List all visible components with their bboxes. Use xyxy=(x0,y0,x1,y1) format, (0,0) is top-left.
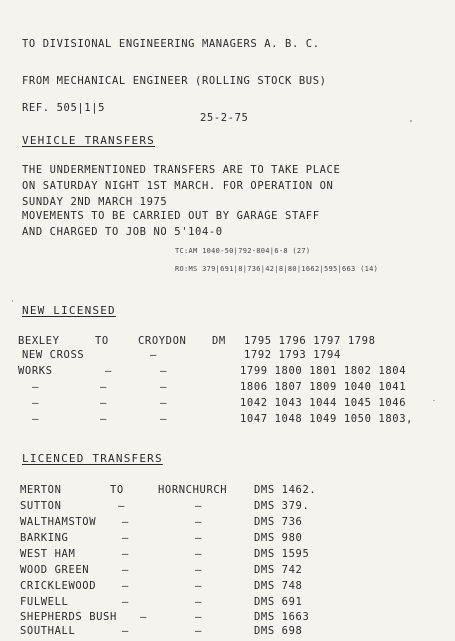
body-line-3: SUNDAY 2ND MARCH 1975 xyxy=(22,196,168,208)
from-garage: — xyxy=(32,413,39,425)
from-garage: BEXLEY xyxy=(18,335,60,347)
to-word: — xyxy=(100,397,107,409)
destination: — xyxy=(195,532,202,544)
from-garage: WORKS xyxy=(18,365,53,377)
to-line: TO DIVISIONAL ENGINEERING MANAGERS A. B. C. xyxy=(22,38,320,50)
fleet-number: DMS 698 xyxy=(254,625,303,637)
fleet-number: DMS 691 xyxy=(254,596,303,608)
fleet-numbers: 1799 1800 1801 1802 1804 xyxy=(240,365,407,377)
to-word: — xyxy=(122,625,129,637)
scan-speck xyxy=(410,120,412,122)
note-roms: RO:MS 379|691|8|736|42|8|80|1662|595|663 (14) xyxy=(175,265,379,273)
from-garage: MERTON xyxy=(20,484,62,496)
destination: HORNCHURCH xyxy=(158,484,228,496)
table-row xyxy=(0,381,455,397)
table-row xyxy=(0,349,455,365)
table-row xyxy=(0,596,455,612)
to-word: TO xyxy=(95,335,109,347)
from-garage: FULWELL xyxy=(20,596,69,608)
vehicle-transfers-heading: VEHICLE TRANSFERS xyxy=(22,134,155,147)
destination: — xyxy=(160,397,167,409)
from-garage: WEST HAM xyxy=(20,548,76,560)
fleet-number: DMS 742 xyxy=(254,564,303,576)
destination: — xyxy=(195,580,202,592)
destination: — xyxy=(160,365,167,377)
new-licensed-heading: NEW LICENSED xyxy=(22,304,116,317)
to-word: — xyxy=(122,532,129,544)
destination: — xyxy=(150,349,157,361)
body-line-5: AND CHARGED TO JOB NO 5'104-0 xyxy=(22,226,223,238)
table-row xyxy=(0,548,455,564)
from-garage: WOOD GREEN xyxy=(20,564,90,576)
fleet-number: DMS 1663 xyxy=(254,611,310,623)
fleet-number: DMS 1462. xyxy=(254,484,317,496)
fleet-numbers: 1806 1807 1809 1040 1041 xyxy=(240,381,407,393)
fleet-number: DMS 379. xyxy=(254,500,310,512)
reference: REF. 505|1|5 xyxy=(22,102,106,114)
table-row xyxy=(0,365,455,381)
fleet-numbers: 1792 1793 1794 xyxy=(244,349,341,361)
destination: — xyxy=(195,500,202,512)
fleet-number: DMS 748 xyxy=(254,580,303,592)
table-row xyxy=(0,564,455,580)
to-word: — xyxy=(100,413,107,425)
scan-speck xyxy=(433,400,435,401)
fleet-number: DMS 1595 xyxy=(254,548,310,560)
to-word: — xyxy=(100,381,107,393)
destination: — xyxy=(195,611,202,623)
licenced-transfers-heading: LICENCED TRANSFERS xyxy=(22,452,163,465)
body-line-1: THE UNDERMENTIONED TRANSFERS ARE TO TAKE PLACE xyxy=(22,164,341,176)
from-garage: SUTTON xyxy=(20,500,62,512)
vehicle-type: DM xyxy=(212,335,226,347)
table-row xyxy=(0,413,455,429)
to-word: — xyxy=(122,516,129,528)
to-word: — xyxy=(122,548,129,560)
from-garage: — xyxy=(32,397,39,409)
memo-date: 25-2-75 xyxy=(200,112,249,124)
to-word: — xyxy=(140,611,147,623)
fleet-number: DMS 736 xyxy=(254,516,303,528)
body-line-2: ON SATURDAY NIGHT 1ST MARCH. FOR OPERATION ON xyxy=(22,180,334,192)
table-row xyxy=(0,484,455,500)
from-garage: CRICKLEWOOD xyxy=(20,580,97,592)
to-word: — xyxy=(122,596,129,608)
to-word: TO xyxy=(110,484,124,496)
destination: CROYDON xyxy=(138,335,187,347)
to-word: — xyxy=(118,500,125,512)
fleet-numbers: 1042 1043 1044 1045 1046 xyxy=(240,397,407,409)
body-line-4: MOVEMENTS TO BE CARRIED OUT BY GARAGE STAFF xyxy=(22,210,320,222)
destination: — xyxy=(195,625,202,637)
fleet-numbers: 1795 1796 1797 1798 xyxy=(244,335,376,347)
destination: — xyxy=(160,413,167,425)
to-word: — xyxy=(122,580,129,592)
to-word: — xyxy=(105,365,112,377)
destination: — xyxy=(195,564,202,576)
table-row xyxy=(0,532,455,548)
from-garage: BARKING xyxy=(20,532,69,544)
table-row xyxy=(0,625,455,641)
from-garage: NEW CROSS xyxy=(22,349,85,361)
destination: — xyxy=(160,381,167,393)
fleet-number: DMS 980 xyxy=(254,532,303,544)
table-row xyxy=(0,516,455,532)
from-garage: WALTHAMSTOW xyxy=(20,516,97,528)
table-row xyxy=(0,397,455,413)
destination: — xyxy=(195,596,202,608)
fleet-numbers: 1047 1048 1049 1050 1803, xyxy=(240,413,414,425)
from-garage: — xyxy=(32,381,39,393)
scan-speck xyxy=(12,300,13,302)
to-word: — xyxy=(122,564,129,576)
table-row xyxy=(0,500,455,516)
destination: — xyxy=(195,548,202,560)
destination: — xyxy=(195,516,202,528)
table-row xyxy=(0,580,455,596)
note-tcam: TC:AM 1040-50|792-804|6-8 (27) xyxy=(175,247,311,255)
from-garage: SHEPHERDS BUSH xyxy=(20,611,117,623)
from-line: FROM MECHANICAL ENGINEER (ROLLING STOCK BUS) xyxy=(22,75,327,87)
from-garage: SOUTHALL xyxy=(20,625,76,637)
